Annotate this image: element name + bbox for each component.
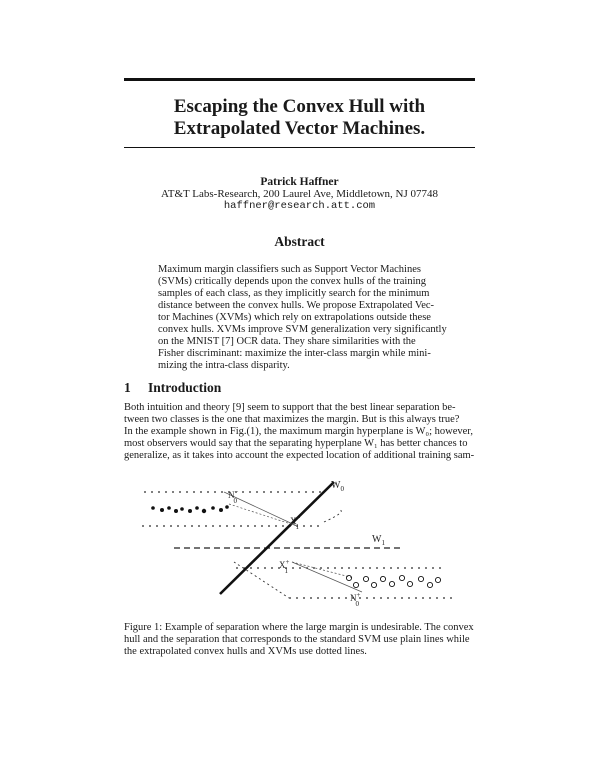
n0-plus-label: N+ 0 [350,591,361,608]
positive-point [399,575,404,580]
abstract-line: (SVMs) critically depends upon the convex hulls of the training [158,276,426,287]
negative-point [188,509,192,513]
section-number: 1 [124,380,131,395]
negative-point [202,509,206,513]
negative-point [174,509,178,513]
intro-line: Both intuition and theory [9] seem to support that the best linear separation be- [124,402,456,413]
positive-point [407,581,412,586]
abstract-line: tor Machines (XVMs) which rely on extrapolations outside these [158,312,431,323]
intro-line: most observers would say that the separating hyperplane W₁ has better chances to [124,438,468,449]
positive-point [346,575,351,580]
section-heading [124,380,221,396]
author-name: Patrick Haffner [260,176,339,188]
negative-point [195,506,199,510]
hull-line-negative-dotted [229,504,297,526]
n0-minus-label: N− 0 [228,488,239,505]
paper-title-line-2: Extrapolated Vector Machines. [173,118,426,139]
caption-line: hull and the separation that corresponds to the standard SVM use plain lines while [124,634,470,645]
caption-line: the extrapolated convex hulls and XVMs use dotted lines. [124,646,367,657]
abstract-line: mizing the intra-class disparity. [158,360,290,371]
hull-curve-upper [324,510,341,522]
abstract-line: on the MNIST [7] OCR data. They share similarities with the [158,336,416,347]
negative-point [225,505,229,509]
author-email: haffner@research.att.com [223,200,376,212]
paper-title-line-1: Escaping the Convex Hull with [173,96,426,117]
positive-class-points [346,575,440,587]
w0-label: $W_0$ [331,480,344,493]
abstract-line: Maximum margin classifiers such as Support Vector Machines [158,264,421,275]
intro-line: generalize, as it takes into account the expected location of additional training sam- [124,450,475,461]
negative-point [167,506,171,510]
negative-point [151,506,155,510]
positive-point [427,582,432,587]
x1-minus-label: X− 1 [290,514,301,531]
positive-point [389,581,394,586]
caption-line: Figure 1: Example of separation where the large margin is undesirable. The convex [124,622,474,633]
negative-point [160,508,164,512]
positive-point [363,576,368,581]
w1-label: $W_1$ [372,534,385,547]
negative-point [180,507,184,511]
author-affiliation: AT&T Labs-Research, 200 Laurel Ave, Middletown, NJ 07748 [161,188,438,200]
abstract-heading: Abstract [274,234,325,249]
abstract-line: samples of each class, as they implicitly search for the minimum [158,288,430,299]
abstract-line: convex hulls. XVMs improve SVM generalization very significantly [158,324,447,335]
positive-point [371,582,376,587]
positive-point [380,576,385,581]
positive-point [353,582,358,587]
negative-point [211,506,215,510]
bottom-rule [124,147,475,148]
negative-point [219,508,223,512]
w0-separator-line [220,482,334,594]
negative-class-points [151,505,229,513]
intro-line: tween two classes is the one that maximizes the margin. But is this always true? [124,414,460,425]
section-title: Introduction [148,380,222,395]
figure-1-diagram [124,470,475,610]
x1-plus-label: X+ 1 [279,558,290,575]
intro-line: In the example shown in Fig.(1), the maximum margin hyperplane is W₀; however, [124,426,473,437]
abstract-line: distance between the convex hulls. We propose Extrapolated Vec- [158,300,435,311]
abstract-line: Fisher discriminant: maximize the inter-class margin while mini- [158,348,431,359]
positive-point [435,577,440,582]
positive-point [418,576,423,581]
top-rule [124,78,475,81]
